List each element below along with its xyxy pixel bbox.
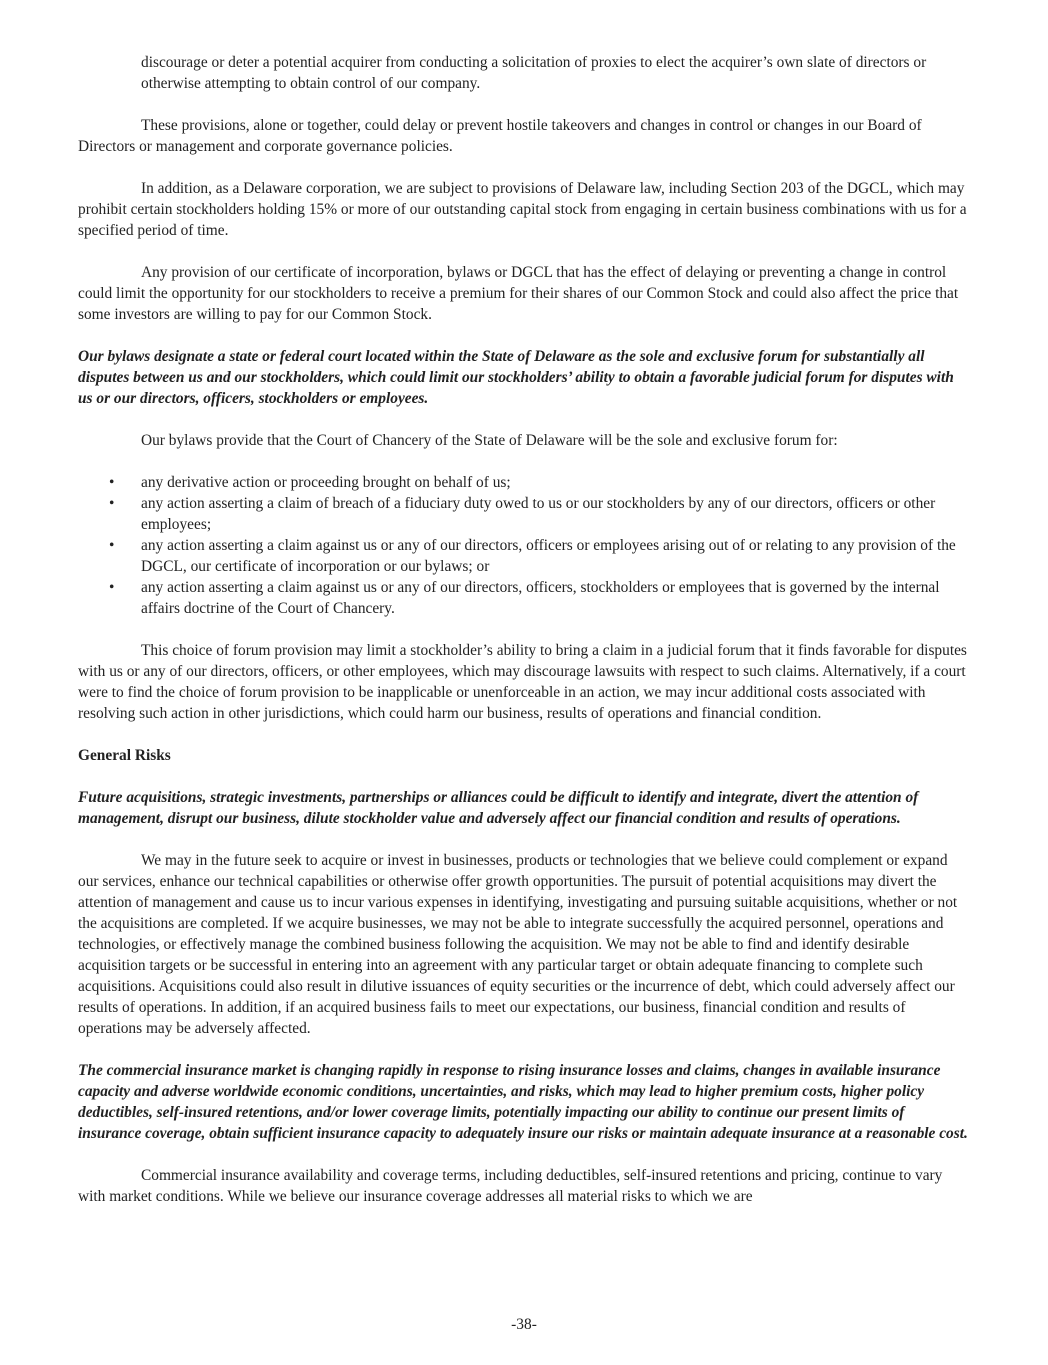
paragraph-choice-of-forum: This choice of forum provision may limit a stockholder’s ability to bring a claim in a judicial forum that it finds favorable for disputes with us or any of our directors, officers, or other employees, which may discourage lawsuits with respect to such claims. Alternatively, if a court were to find the choice of forum provision to be inapplicable or unenforceable in an action, we may incur additional costs associated with resolving such action in other jurisdictions, which could harm our business, results of operations and financial condition. [78, 642, 967, 722]
list-item-text: any derivative action or proceeding brought on behalf of us; [141, 474, 511, 491]
risk-factor-heading-acquisitions: Future acquisitions, strategic investments, partnerships or alliances could be difficult to identify and integrate, divert the attention of management, disrupt our business, dilute stockholder value and adversely affect our financial condition and results of operations. [78, 789, 919, 827]
list-item [78, 577, 970, 619]
list-item-text: any action asserting a claim against us or any of our directors, officers, stockholders or employees that is governed by the internal affairs doctrine of the Court of Chancery. [141, 579, 940, 617]
list-item [78, 472, 970, 493]
page-number: -38- [511, 1316, 537, 1333]
list-item-text: any action asserting a claim of breach of a fiduciary duty owed to us or our stockholders by any of our directors, officers or other employees; [141, 495, 936, 533]
section-heading-general-risks: General Risks [78, 747, 171, 764]
risk-factor-heading-exclusive-forum: Our bylaws designate a state or federal court located within the State of Delaware as the sole and exclusive forum for substantially all disputes between us and our stockholders, which could limit our stockholders’ ability to obtain a favorable judicial forum for disputes with us or our directors, officers, stockholders or employees. [78, 348, 954, 407]
paragraph-delaware-law: In addition, as a Delaware corporation, we are subject to provisions of Delaware law, including Section 203 of the DGCL, which may prohibit certain stockholders holding 15% or more of our outstanding capital stock from engaging in certain business combinations with us for a specified period of time. [78, 180, 967, 239]
paragraph-bylaws-forum: Our bylaws provide that the Court of Chancery of the State of Delaware will be the sole and exclusive forum for: [141, 432, 838, 449]
risk-factor-heading-insurance: The commercial insurance market is changing rapidly in response to rising insurance losses and claims, changes in available insurance capacity and adverse worldwide economic conditions, uncertainties, and risks, which may lead to higher premium costs, higher policy deductibles, self-insured retentions, and/or lower coverage limits, potentially impacting our ability to continue our present limits of insurance coverage, obtain sufficient insurance capacity to adequately insure our risks or maintain adequate insurance at a reasonable cost. [78, 1062, 968, 1142]
paragraph-change-in-control: Any provision of our certificate of incorporation, bylaws or DGCL that has the effect of delaying or preventing a change in control could limit the opportunity for our stockholders to receive a premium for their shares of our Common Stock and could also affect the price that some investors are willing to pay for our Common Stock. [78, 264, 959, 323]
bullet-marker: • [109, 537, 115, 554]
list-item-text: any action asserting a claim against us or any of our directors, officers or employees arising out of or relating to any provision of the DGCL, our certificate of incorporation or our bylaws; or [141, 537, 956, 575]
paragraph-acquisitions: We may in the future seek to acquire or invest in businesses, products or technologies that we believe could complement or expand our services, enhance our technical capabilities or otherwise offer growth opportunities. The pursuit of potential acquisitions may divert the attention of management and cause us to incur various expenses in identifying, investigating and pursuing suitable acquisitions, whether or not the acquisitions are completed. If we acquire businesses, we may not be able to integrate successfully the acquired personnel, operations and technologies, or effectively manage the combined business following the acquisition. We may not be able to find and identify desirable acquisition targets or be successful in entering into an agreement with any particular target or obtain adequate financing to complete such acquisitions. Acquisitions could also result in dilutive issuances of equity securities or the incurrence of debt, which could adversely affect our results of operations. In addition, if an acquired business fails to meet our expectations, our business, financial condition and results of operations may be adversely affected. [78, 852, 958, 1037]
paragraph-insurance: Commercial insurance availability and coverage terms, including deductibles, self-insured retentions and pricing, continue to vary with market conditions. While we believe our insurance coverage addresses all material risks to which we are [78, 1167, 943, 1205]
list-item [78, 535, 970, 577]
document-page [78, 52, 970, 1228]
list-item [78, 493, 970, 535]
forum-bullet-list [78, 472, 970, 619]
bullet-marker: • [109, 579, 115, 596]
bullet-marker: • [109, 474, 115, 491]
paragraph-continuation: discourage or deter a potential acquirer from conducting a solicitation of proxies to elect the acquirer’s own slate of directors or otherwise attempting to obtain control of our company. [141, 54, 927, 92]
paragraph-provisions: These provisions, alone or together, could delay or prevent hostile takeovers and changes in control or changes in our Board of Directors or management and corporate governance policies. [78, 117, 922, 155]
bullet-marker: • [109, 495, 115, 512]
